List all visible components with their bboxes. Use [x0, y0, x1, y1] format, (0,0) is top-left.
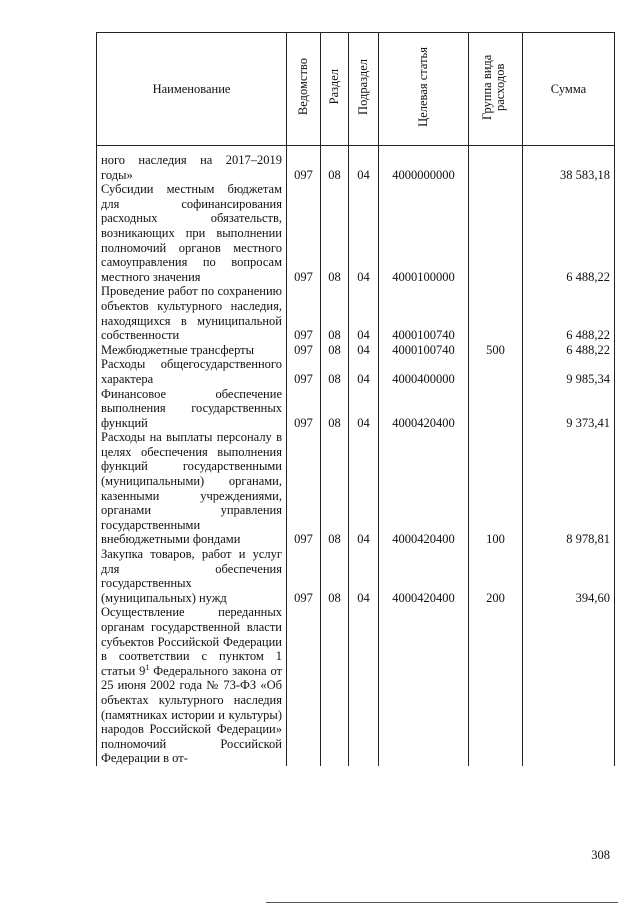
header-subsection: Подраздел	[349, 33, 379, 146]
header-name: Наименование	[97, 33, 287, 146]
table-row	[97, 357, 615, 386]
row-target: 4000400000	[379, 357, 469, 386]
row-department: 097	[287, 430, 321, 547]
superscript: 1	[145, 662, 150, 672]
row-subsection: 04	[349, 343, 379, 358]
row-section: 08	[321, 146, 349, 183]
row-amount: 6 488,22	[523, 343, 615, 358]
row-expense-type: 100	[469, 430, 523, 547]
row-name: Расходы общегосударственного характера	[97, 357, 287, 386]
table-header-row	[97, 33, 615, 146]
budget-table	[96, 32, 615, 766]
table-row	[97, 343, 615, 358]
row-subsection: 04	[349, 387, 379, 431]
page-number: 308	[591, 848, 610, 862]
row-department: 097	[287, 547, 321, 605]
row-expense-type	[469, 182, 523, 284]
header-amount: Сумма	[523, 33, 615, 146]
row-section: 08	[321, 357, 349, 386]
row-amount: 9 373,41	[523, 387, 615, 431]
row-name: ного наследия на 2017–2019 годы»	[97, 146, 287, 183]
header-department: Ведомство	[287, 33, 321, 146]
row-department: 097	[287, 182, 321, 284]
row-target: 4000420400	[379, 387, 469, 431]
row-amount: 8 978,81	[523, 430, 615, 547]
row-subsection: 04	[349, 284, 379, 342]
header-target: Целевая статья	[379, 33, 469, 146]
row-subsection: 04	[349, 430, 379, 547]
row-target: 4000000000	[379, 146, 469, 183]
row-department: 097	[287, 146, 321, 183]
row-department: 097	[287, 387, 321, 431]
row-section: 08	[321, 387, 349, 431]
header-expense-type: Группа вида расходов	[469, 33, 523, 146]
row-expense-type	[469, 387, 523, 431]
row-name: Закупка товаров, работ и услуг для обеспечения государственных (муниципальных) нужд	[97, 547, 287, 605]
row-section: 08	[321, 343, 349, 358]
row-department: 097	[287, 343, 321, 358]
row-name: Субсидии местным бюджетам для софинансирования расходных обязательств, возникающих при выполнении полномочий органов местного самоуправления по вопросам местного значения	[97, 182, 287, 284]
row-expense-type: 200	[469, 547, 523, 605]
row-target: 4000100000	[379, 182, 469, 284]
row-name: Финансовое обеспечение выполнения государственных функций	[97, 387, 287, 431]
row-department: 097	[287, 284, 321, 342]
row-amount: 6 488,22	[523, 284, 615, 342]
row-expense-type	[469, 146, 523, 183]
row-expense-type	[469, 357, 523, 386]
row-name-continued: Осуществление переданных органам государственной власти субъектов Российской Федерации в соответствии с пунктом 1 статьи $9^1$ Федерального закона от 25 июня 2002 года № 73-ФЗ «Об объектах культурного наследия (памятниках истории и культуры) народов Российской Федерации» полномочий Российской Федерации в от-	[97, 605, 287, 766]
row-target: 4000100740	[379, 343, 469, 358]
row-subsection: 04	[349, 547, 379, 605]
row-target: 4000420400	[379, 547, 469, 605]
row-name: Расходы на выплаты персоналу в целях обеспечения выполнения функций государственными (муниципальными) органами, казенными учреждениями, органами управления государственными внебюджетными фондами	[97, 430, 287, 547]
table-row	[97, 146, 615, 183]
row-expense-type	[469, 284, 523, 342]
row-subsection: 04	[349, 182, 379, 284]
row-department: 097	[287, 357, 321, 386]
table-row	[97, 547, 615, 605]
header-section: Раздел	[321, 33, 349, 146]
row-name: Межбюджетные трансферты	[97, 343, 287, 358]
row-target: 4000100740	[379, 284, 469, 342]
row-amount: 38 583,18	[523, 146, 615, 183]
table-row	[97, 387, 615, 431]
table-row	[97, 430, 615, 547]
row-section: 08	[321, 284, 349, 342]
row-subsection: 04	[349, 357, 379, 386]
bottom-divider	[266, 902, 618, 903]
row-expense-type: 500	[469, 343, 523, 358]
row-section: 08	[321, 547, 349, 605]
row-section: 08	[321, 430, 349, 547]
table-row-continued	[97, 605, 615, 766]
row-subsection: 04	[349, 146, 379, 183]
row-name: Проведение работ по сохранению объектов культурного наследия, находящихся в муниципальной собственности	[97, 284, 287, 342]
table-row	[97, 182, 615, 284]
table-row	[97, 284, 615, 342]
row-section: 08	[321, 182, 349, 284]
row-amount: 394,60	[523, 547, 615, 605]
row-amount: 6 488,22	[523, 182, 615, 284]
row-amount: 9 985,34	[523, 357, 615, 386]
row-target: 4000420400	[379, 430, 469, 547]
